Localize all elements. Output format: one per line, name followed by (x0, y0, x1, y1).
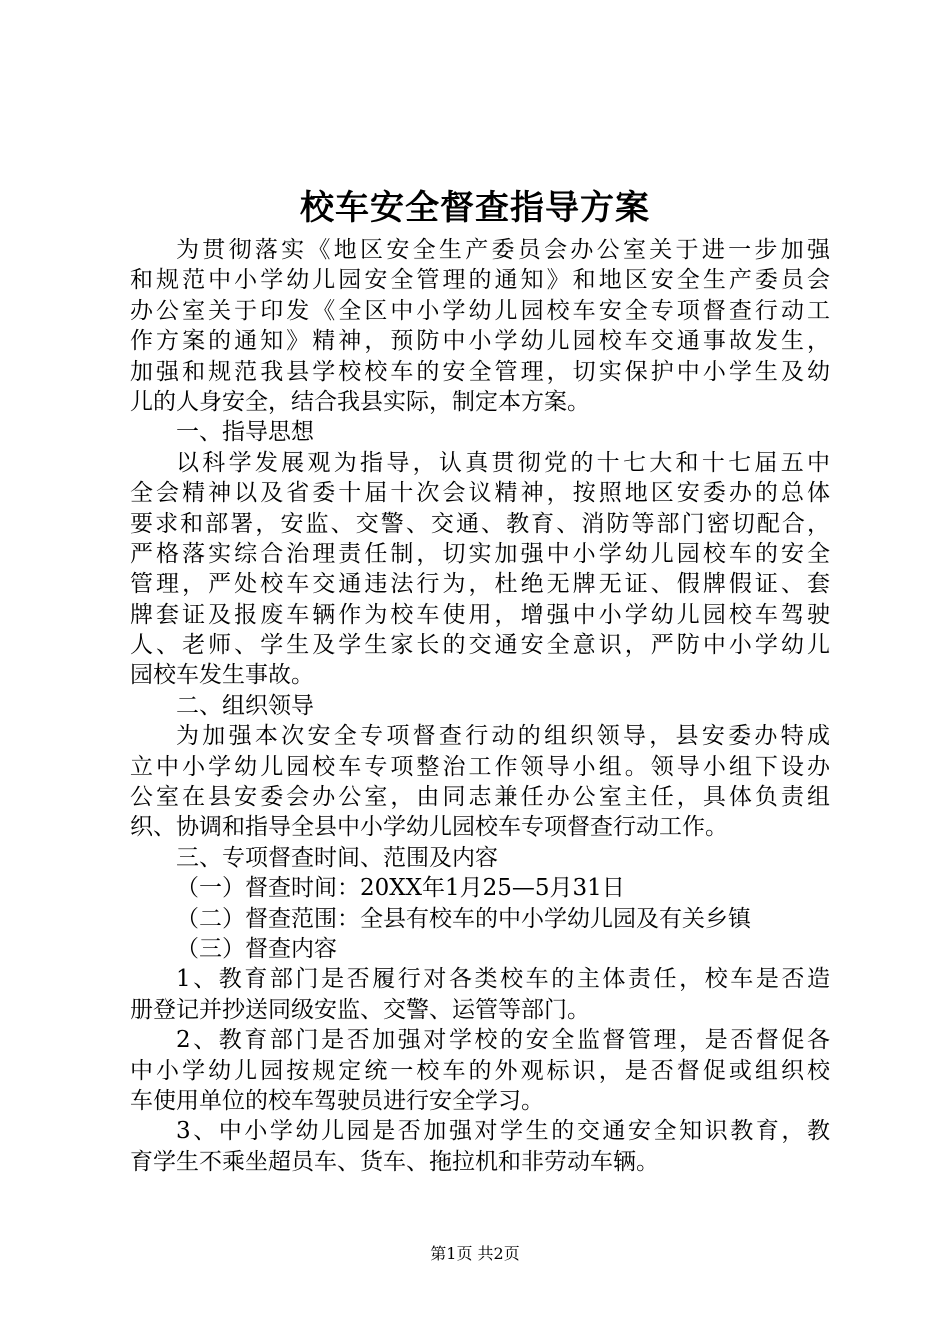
body-line: 人、老师、学生及学生家长的交通安全意识，严防中小学幼儿 (130, 632, 830, 659)
body-line: 加强和规范我县学校校车的安全管理，切实保护中小学生及幼 (130, 358, 830, 385)
body-line: 织、协调和指导全县中小学幼儿园校车专项督查行动工作。 (130, 814, 728, 841)
body-line: 1、教育部门是否履行对各类校车的主体责任，校车是否造 (176, 966, 830, 993)
section-heading: 一、指导思想 (176, 419, 314, 446)
body-line: 和规范中小学幼儿园安全管理的通知》和地区安全生产委员会 (130, 267, 830, 294)
page-footer: 第1页 共2页 (430, 1244, 520, 1263)
body-line: 立中小学幼儿园校车专项整治工作领导小组。领导小组下设办 (130, 753, 830, 780)
body-line: 为贯彻落实《地区安全生产委员会办公室关于进一步加强 (176, 237, 830, 263)
body-line: 2、教育部门是否加强对学校的安全监督管理，是否督促各 (176, 1027, 830, 1054)
body-line: 严格落实综合治理责任制，切实加强中小学幼儿园校车的安全 (130, 540, 830, 567)
body-line: 中小学幼儿园按规定统一校车的外观标识，是否督促或组织校 (130, 1057, 830, 1084)
section-heading: 二、组织领导 (176, 692, 314, 719)
body-line: 公室在县安委会办公室，由同志兼任办公室主任，具体负责组 (130, 784, 830, 811)
section-heading: 三、专项督查时间、范围及内容 (176, 844, 498, 871)
body-line: 牌套证及报废车辆作为校车使用，增强中小学幼儿园校车驾驶 (130, 601, 830, 628)
body-line: 以科学发展观为指导，认真贯彻党的十七大和十七届五中 (176, 449, 830, 476)
body-line: 全会精神以及省委十届十次会议精神，按照地区安委办的总体 (130, 480, 830, 507)
subsection-line: （一）督查时间：20XX年1月25—5月31日 (176, 875, 625, 902)
body-line: 车使用单位的校车驾驶员进行安全学习。 (130, 1087, 544, 1114)
body-line: 为加强本次安全专项督查行动的组织领导，县安委办特成 (176, 723, 830, 750)
body-line: 办公室关于印发《全区中小学幼儿园校车安全专项督查行动工 (130, 297, 830, 324)
body-line: 要求和部署，安监、交警、交通、教育、消防等部门密切配合， (130, 510, 830, 537)
subsection-heading: （三）督查内容 (176, 935, 337, 962)
subsection-line: （二）督查范围：全县有校车的中小学幼儿园及有关乡镇 (176, 905, 751, 932)
document-body (130, 235, 830, 1177)
body-line: 册登记并抄送同级安监、交警、运管等部门。 (130, 996, 590, 1023)
body-line: 育学生不乘坐超员车、货车、拖拉机和非劳动车辆。 (130, 1148, 659, 1175)
document-title: 校车安全督查指导方案 (300, 188, 650, 228)
body-line: 作方案的通知》精神，预防中小学幼儿园校车交通事故发生， (130, 328, 830, 355)
body-line: 管理，严处校车交通违法行为，杜绝无牌无证、假牌假证、套 (130, 571, 830, 598)
body-line: 儿的人身安全，结合我县实际，制定本方案。 (130, 388, 590, 415)
body-line: 3、中小学幼儿园是否加强对学生的交通安全知识教育，教 (176, 1118, 830, 1145)
body-line: 园校车发生事故。 (130, 662, 314, 689)
